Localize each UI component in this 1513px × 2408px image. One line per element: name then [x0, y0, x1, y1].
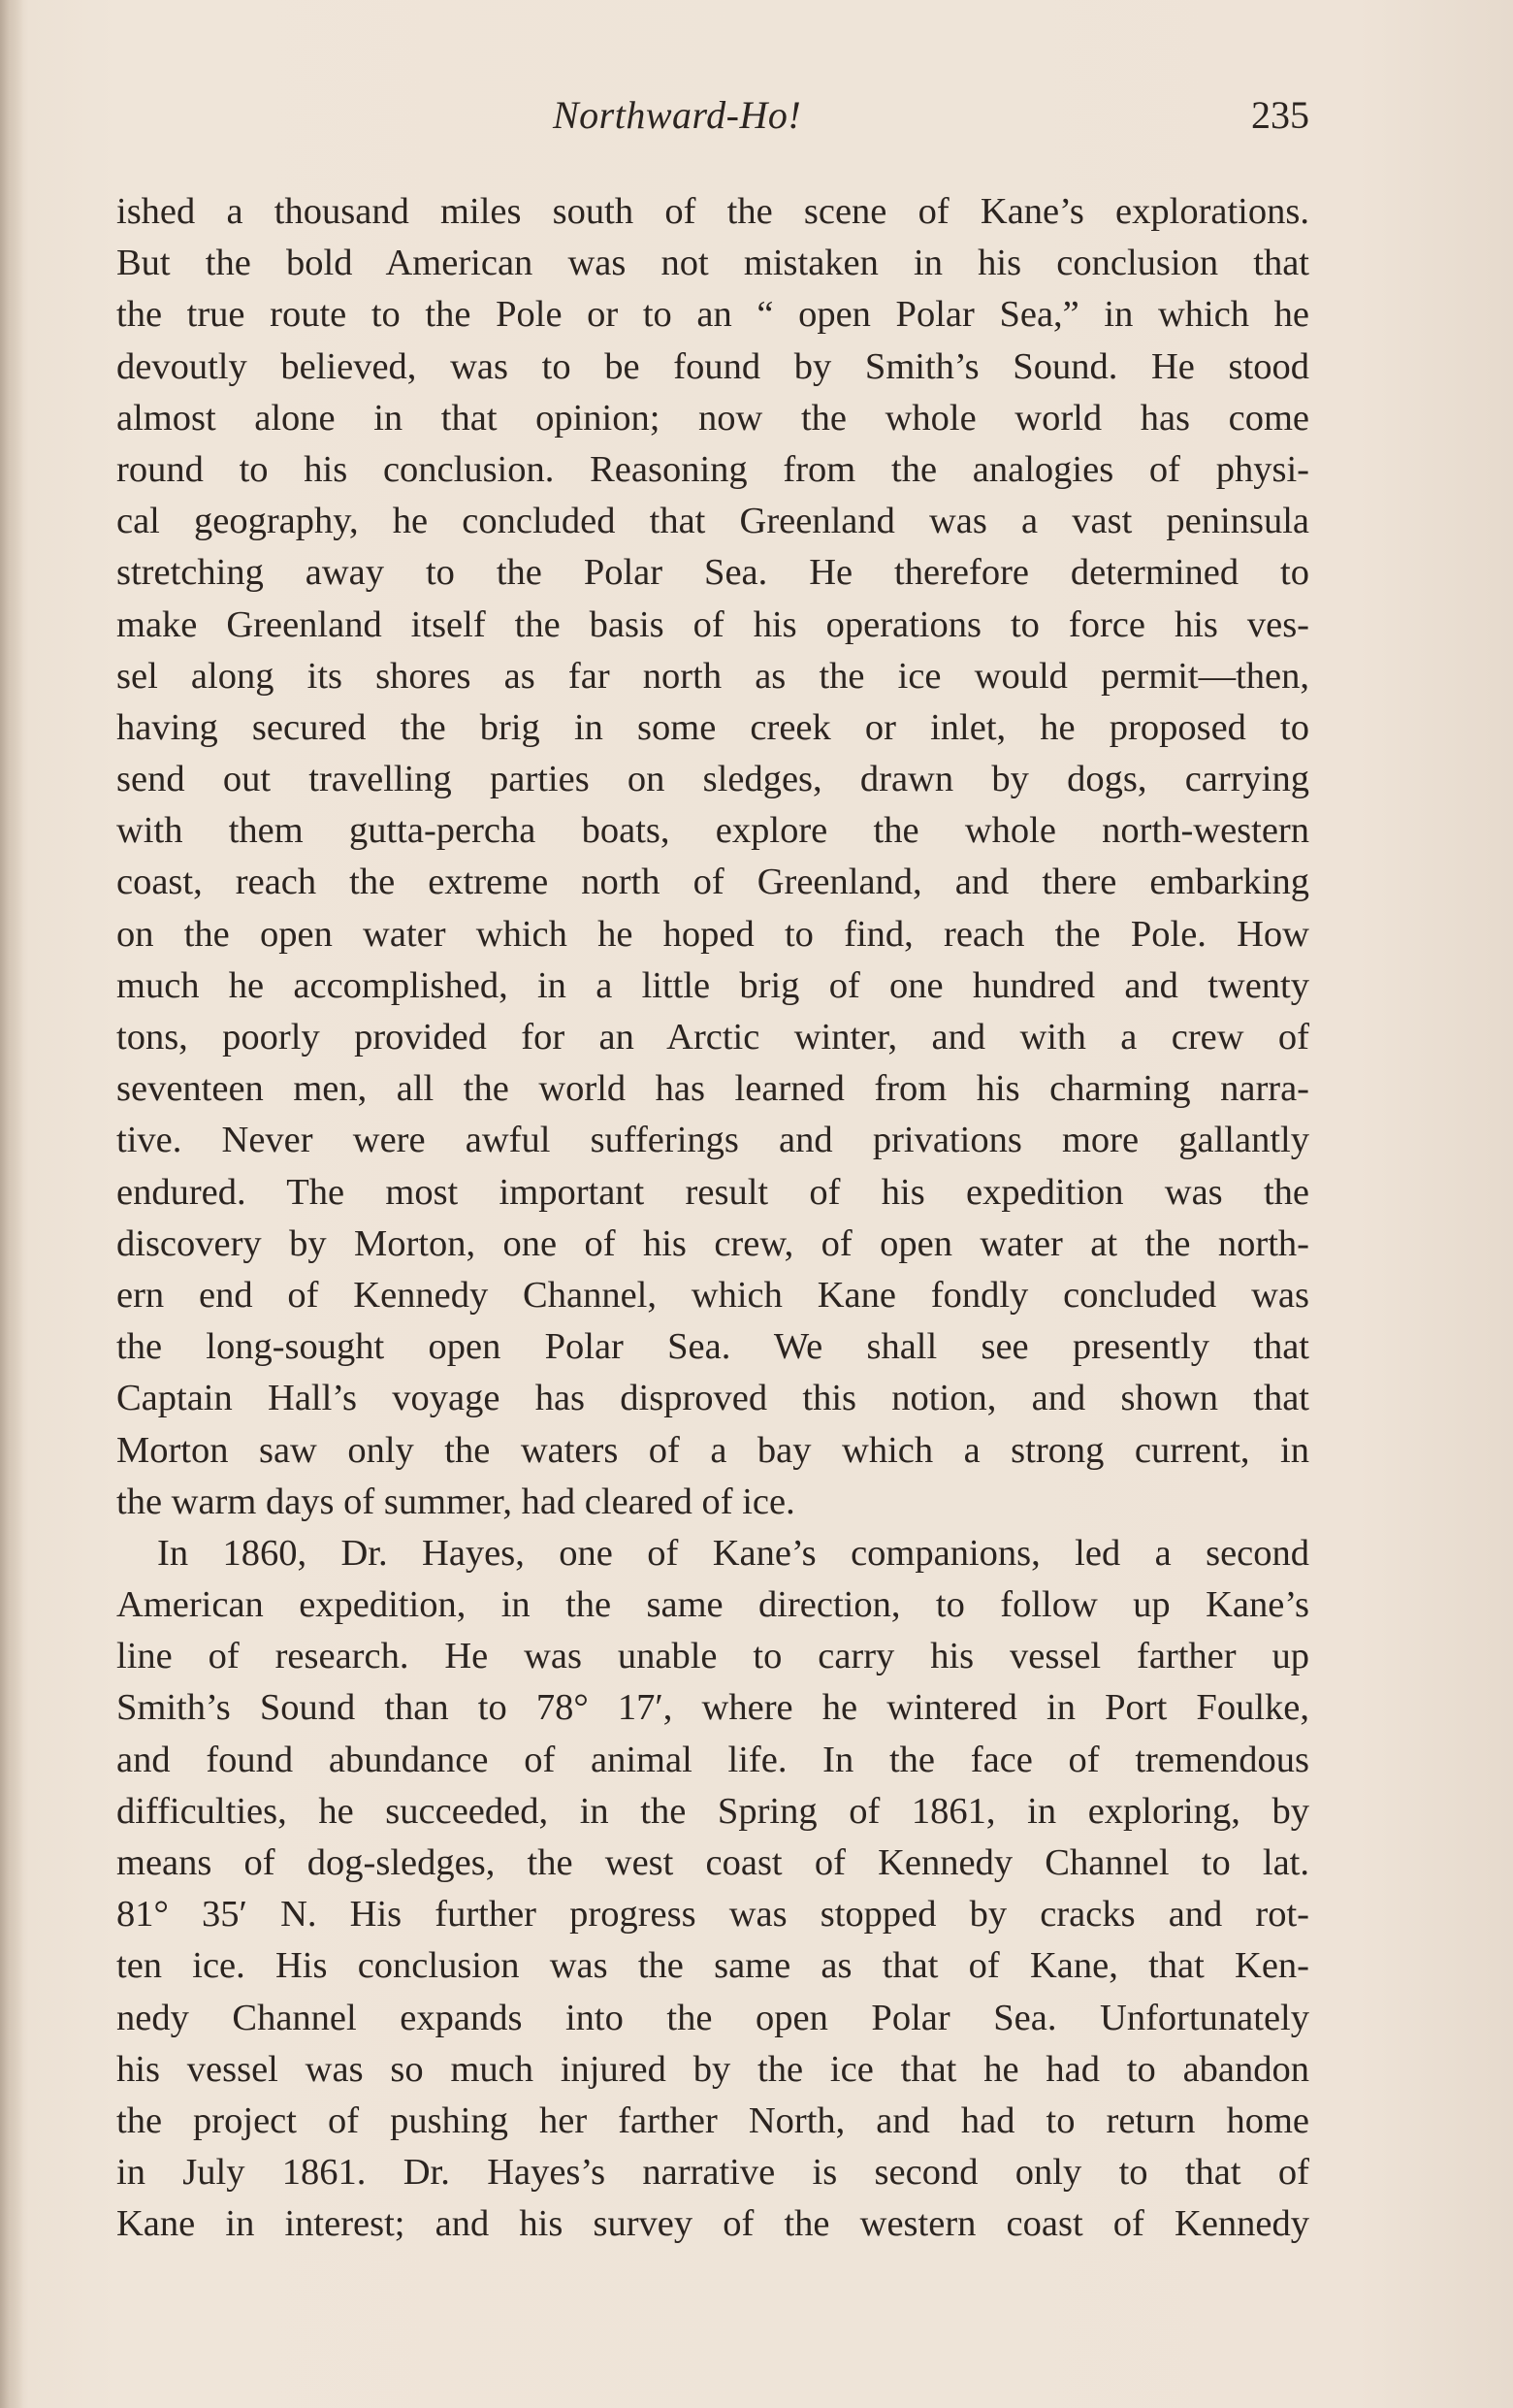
text-line: coast, reach the extreme north of Greenland, and there embarking [116, 862, 1309, 903]
text-line: Kane in interest; and his survey of the western coast of Kennedy [116, 2203, 1309, 2245]
text-line: in July 1861. Dr. Hayes’s narrative is second only to that of [116, 2152, 1309, 2194]
text-line: difficulties, he succeeded, in the Spring of 1861, in exploring, by [116, 1790, 1309, 1832]
text-line: almost alone in that opinion; now the whole world has come [116, 397, 1309, 439]
binding-gutter [0, 0, 23, 2408]
text-line: 81° 35′ N. His further progress was stopped by cracks and rot- [116, 1894, 1309, 1936]
body-text [116, 186, 1309, 2251]
text-line: cal geography, he concluded that Greenland was a vast peninsula [116, 501, 1309, 542]
text-line: ten ice. His conclusion was the same as that of Kane, that Ken- [116, 1945, 1309, 1987]
text-line: endured. The most important result of his expedition was the [116, 1171, 1309, 1213]
text-line: tive. Never were awful sufferings and privations more gallantly [116, 1120, 1309, 1161]
text-line: his vessel was so much injured by the ice that he had to abandon [116, 2048, 1309, 2090]
text-line: the project of pushing her farther North, and had to return home [116, 2099, 1309, 2141]
text-line: the true route to the Pole or to an “ open Polar Sea,” in which he [116, 294, 1309, 336]
text-line: Captain Hall’s voyage has disproved this notion, and shown that [116, 1378, 1309, 1419]
paragraph [116, 1528, 1309, 2251]
text-line: nedy Channel expands into the open Polar Sea. Unfortunately [116, 1997, 1309, 2038]
text-line: means of dog-sledges, the west coast of Kennedy Channel to lat. [116, 1842, 1309, 1883]
text-line: make Greenland itself the basis of his operations to force his ves- [116, 603, 1309, 645]
text-line: much he accomplished, in a little brig of one hundred and twenty [116, 964, 1309, 1006]
text-line: stretching away to the Polar Sea. He therefore determined to [116, 552, 1309, 594]
text-line: American expedition, in the same direction, to follow up Kane’s [116, 1584, 1309, 1626]
text-line: tons, poorly provided for an Arctic winter, and with a crew of [116, 1017, 1309, 1058]
text-line: line of research. He was unable to carry his vessel farther up [116, 1636, 1309, 1677]
text-line: sel along its shores as far north as the ice would permit—then, [116, 655, 1309, 697]
text-line: with them gutta-percha boats, explore the whole north-western [116, 810, 1309, 852]
text-line: and found abundance of animal life. In the face of tremendous [116, 1739, 1309, 1780]
text-line: Morton saw only the waters of a bay which a strong current, in [116, 1429, 1309, 1471]
text-line: on the open water which he hoped to find, reach the Pole. How [116, 913, 1309, 955]
text-line: ished a thousand miles south of the scene of Kane’s explorations. [116, 191, 1309, 232]
page-number: 235 [1251, 93, 1309, 137]
text-line: In 1860, Dr. Hayes, one of Kane’s companions, led a second [157, 1532, 1309, 1574]
text-line: the long-sought open Polar Sea. We shall see presently that [116, 1326, 1309, 1368]
page-header [116, 92, 1309, 150]
text-line: But the bold American was not mistaken in his conclusion that [116, 243, 1309, 284]
text-line: seventeen men, all the world has learned from his charming narra- [116, 1068, 1309, 1110]
running-title: Northward-Ho! [553, 93, 802, 137]
text-line: ern end of Kennedy Channel, which Kane fondly concluded was [116, 1274, 1309, 1316]
paragraph [116, 186, 1309, 1528]
text-line: discovery by Morton, one of his crew, of open water at the north- [116, 1222, 1309, 1264]
text-line: devoutly believed, was to be found by Smith’s Sound. He stood [116, 345, 1309, 387]
text-line: send out travelling parties on sledges, drawn by dogs, carrying [116, 759, 1309, 800]
text-line: the warm days of summer, had cleared of ice. [116, 1481, 795, 1522]
text-line: having secured the brig in some creek or inlet, he proposed to [116, 706, 1309, 748]
text-line: round to his conclusion. Reasoning from the analogies of physi- [116, 448, 1309, 490]
text-line: Smith’s Sound than to 78° 17′, where he wintered in Port Foulke, [116, 1687, 1309, 1729]
